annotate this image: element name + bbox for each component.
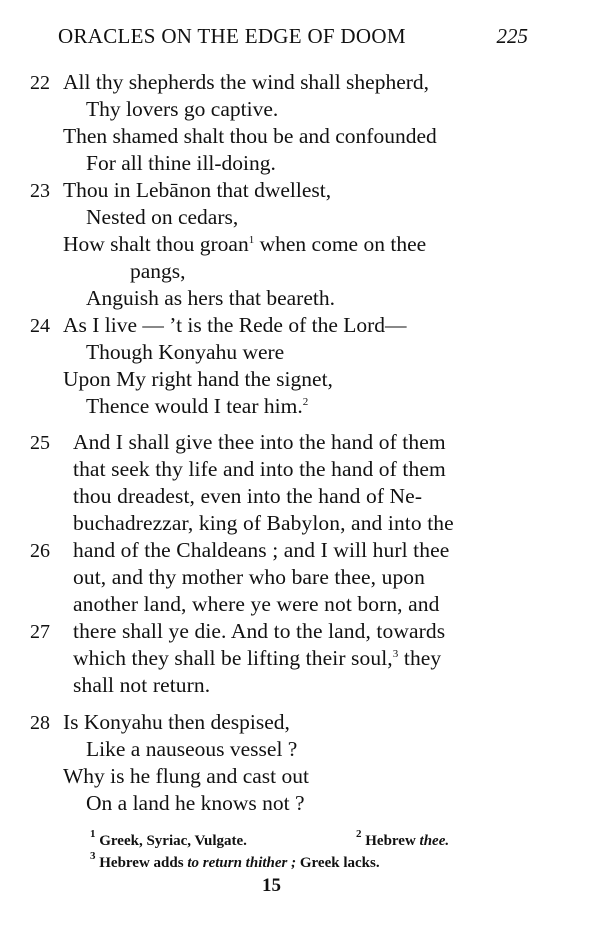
poem-line: Like a nauseous vessel ? [86,737,298,761]
footnote-2 [356,829,449,849]
prose-line: another land, where ye were not born, and [73,592,440,616]
signature-mark: 15 [262,875,281,896]
prose-text: they [398,646,442,670]
footnote-text: Greek lacks. [296,855,380,871]
footnote-mark: 2 [356,828,362,840]
poem-text: Thence would I tear him. [86,394,303,418]
prose-line [73,648,441,670]
footnote-ref: 1 [248,234,255,246]
footnote-italic: to return thither ; [187,855,297,871]
running-title: ORACLES ON THE EDGE OF DOOM [58,24,406,48]
footnote-3 [90,851,380,871]
poem-line: Upon My right hand the signet, [63,367,333,391]
verse-number-27: 27 [30,621,50,643]
poem-line [63,234,426,256]
footnote-text: Greek, Syriac, Vulgate. [95,833,247,849]
poem-text: when come on thee [254,232,427,256]
footnote-1 [90,829,247,849]
prose-line: hand of the Chaldeans ; and I will hurl thee [73,538,450,562]
prose-line: there shall ye die. And to the land, towards [73,619,446,643]
poem-line: pangs, [130,259,186,283]
footnote-mark: 3 [90,850,96,862]
poem-line: Though Konyahu were [86,340,285,364]
poem-line [86,396,308,418]
prose-line: out, and thy mother who bare thee, upon [73,565,425,589]
poem-text: How shalt thou groan [63,232,249,256]
footnote-italic: thee. [419,833,450,849]
footnote-mark: 1 [90,828,96,840]
footnote-text: Hebrew [361,833,420,849]
footnote-ref: 3 [392,648,399,660]
verse-number-26: 26 [30,540,50,562]
poem-line: For all thine ill-doing. [86,151,276,175]
poem-line: All thy shepherds the wind shall shepherd, [63,70,430,94]
verse-number-25: 25 [30,432,50,454]
poem-line: Why is he flung and cast out [63,764,310,788]
page-number: 225 [496,24,528,48]
footnote-text: Hebrew adds [95,855,188,871]
poem-line: Is Konyahu then despised, [63,710,290,734]
poem-line: Nested on cedars, [86,205,239,229]
verse-number-28: 28 [30,712,50,734]
prose-line: that seek thy life and into the hand of them [73,457,446,481]
prose-line: And I shall give thee into the hand of them [73,430,446,454]
poem-line: On a land he knows not ? [86,791,305,815]
poem-line: Anguish as hers that beareth. [86,286,335,310]
verse-number-22: 22 [30,72,50,94]
poem-line: Then shamed shalt thou be and confounded [63,124,437,148]
prose-line: shall not return. [73,673,211,697]
verse-number-24: 24 [30,315,50,337]
running-header [58,24,528,52]
poem-line: Thy lovers go captive. [86,97,279,121]
prose-line: buchadrezzar, king of Babylon, and into the [73,511,454,535]
verse-number-23: 23 [30,180,50,202]
prose-text: which they shall be lifting their soul, [73,646,393,670]
poem-line: Thou in Lebānon that dwellest, [63,178,332,202]
footnote-ref: 2 [302,396,309,408]
prose-line: thou dreadest, even into the hand of Ne- [73,484,423,508]
poem-line: As I live — ’t is the Rede of the Lord— [63,313,407,337]
